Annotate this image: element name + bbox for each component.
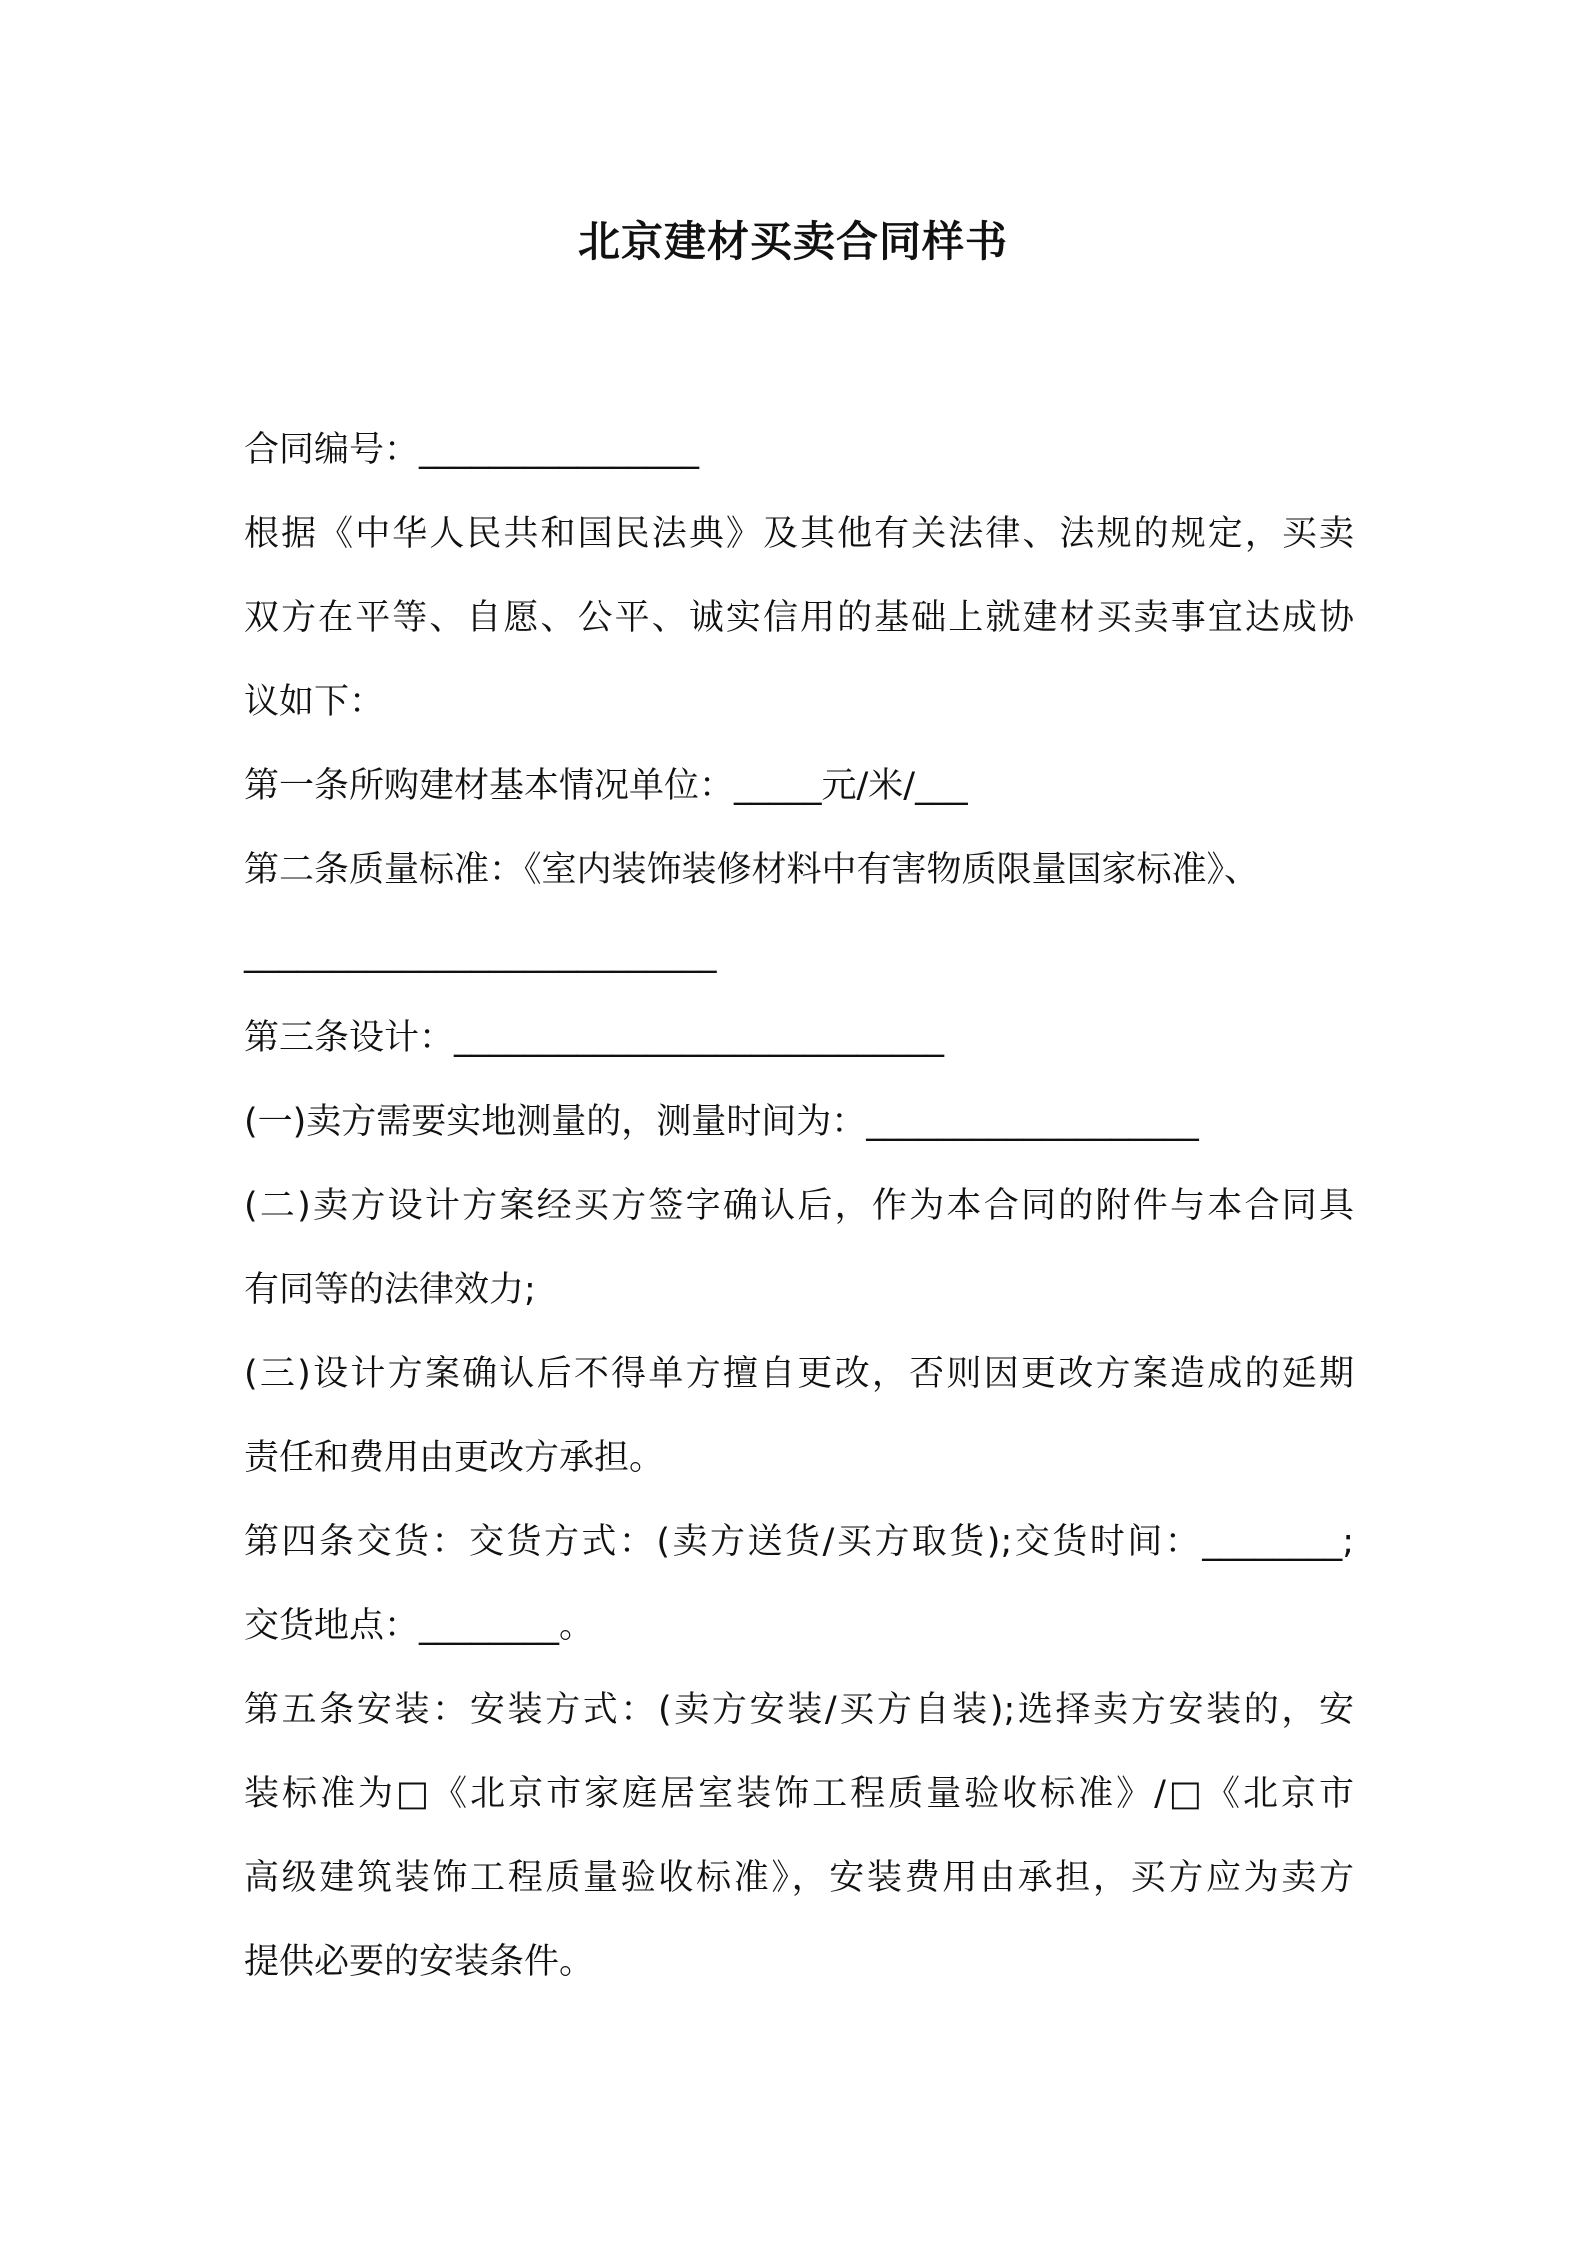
article-5-line-1: 第五条安装：安装方式：(卖方安装/买方自装);选择卖方安装的，安	[244, 1690, 1354, 1730]
article-2-line-1: 第二条质量标准：《室内装饰装修材料中有害物质限量国家标准》、	[244, 850, 1260, 890]
contract-number-line: 合同编号：________________	[244, 430, 700, 470]
article-2-line-2: ___________________________	[244, 934, 717, 974]
article-3-item-2-line-2: 有同等的法律效力;	[244, 1270, 536, 1310]
preamble-line-2: 双方在平等、自愿、公平、诚实信用的基础上就建材买卖事宜达成协	[244, 598, 1354, 638]
document-title: 北京建材买卖合同样书	[577, 217, 1008, 266]
article-4-line-1: 第四条交货：交货方式：(卖方送货/买方取货);交货时间：________;	[244, 1522, 1354, 1562]
preamble-line-1: 根据《中华人民共和国民法典》及其他有关法律、法规的规定，买卖	[244, 514, 1354, 554]
article-4-line-2: 交货地点：________。	[244, 1606, 595, 1646]
article-3-item-3-line-2: 责任和费用由更改方承担。	[244, 1438, 665, 1478]
article-1-line: 第一条所购建材基本情况单位：_____元/米/___	[244, 766, 968, 806]
article-5-line-2: 装标准为□《北京市家庭居室装饰工程质量验收标准》/□《北京市	[244, 1774, 1354, 1814]
article-3-item-2-line-1: (二)卖方设计方案经买方签字确认后，作为本合同的附件与本合同具	[244, 1186, 1354, 1226]
preamble-line-3: 议如下：	[244, 682, 385, 722]
article-3-item-3-line-1: (三)设计方案确认后不得单方擅自更改，否则因更改方案造成的延期	[244, 1354, 1354, 1394]
article-3-item-1: (一)卖方需要实地测量的，测量时间为：___________________	[244, 1102, 1199, 1142]
document-body	[244, 408, 1354, 2004]
article-5-line-4: 提供必要的安装条件。	[244, 1942, 595, 1982]
article-5-line-3: 高级建筑装饰工程质量验收标准》，安装费用由承担，买方应为卖方	[244, 1858, 1354, 1898]
article-3-line: 第三条设计：____________________________	[244, 1018, 945, 1058]
